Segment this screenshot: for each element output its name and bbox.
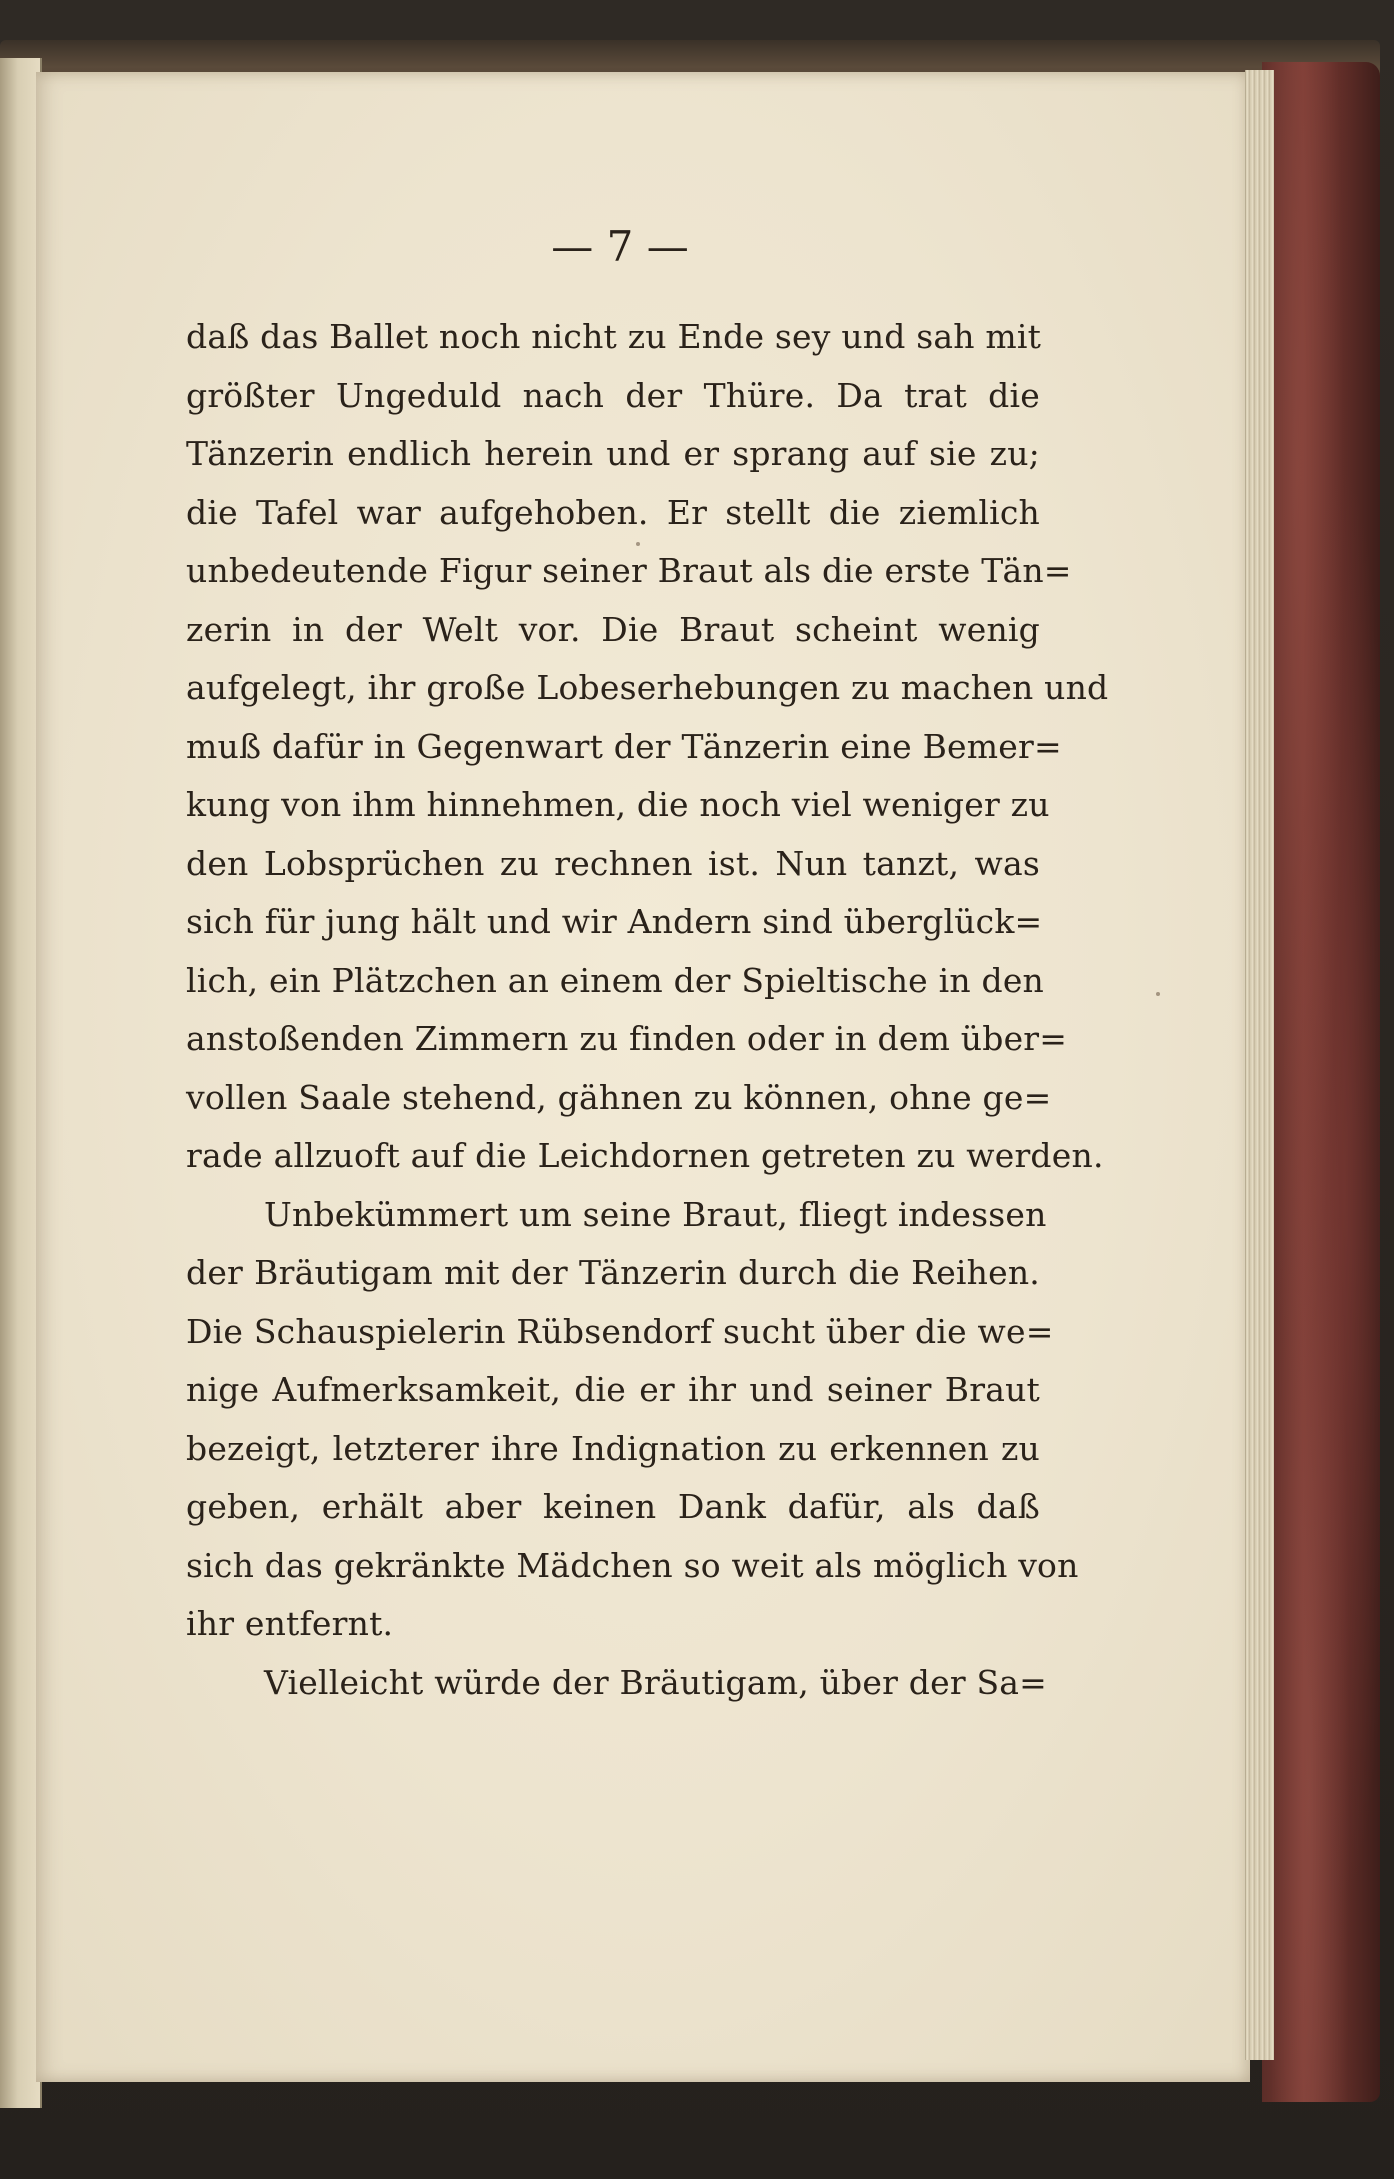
text-line: der Bräutigam mit der Tänzerin durch die Reihen.	[186, 1253, 1040, 1292]
text-line: sich für jung hält und wir Andern sind überglück=	[186, 902, 1043, 941]
text-line: größter Ungeduld nach der Thüre. Da trat die	[186, 375, 1040, 415]
text-line: Unbekümmert um seine Braut, fliegt indessen	[264, 1194, 1047, 1234]
page-stack-edge	[1245, 70, 1274, 2060]
text-line: lich, ein Plätzchen an einem der Spieltische in den	[186, 960, 1045, 1000]
text-line: Vielleicht würde der Bräutigam, über der Sa=	[264, 1662, 1048, 1702]
text-line: ihr entfernt.	[186, 1604, 394, 1643]
text-line: bezeigt, letzterer ihre Indignation zu erkennen zu	[186, 1428, 1040, 1468]
text-line: sich das gekränkte Mädchen so weit als möglich von	[186, 1545, 1079, 1585]
text-line: den Lobsprüchen zu rechnen ist. Nun tanzt, was	[186, 843, 1040, 883]
text-line: rade allzuoft auf die Leichdornen getreten zu werden.	[186, 1136, 1104, 1175]
text-line: nige Aufmerksamkeit, die er ihr und seiner Braut	[186, 1370, 1040, 1409]
text-line: daß das Ballet noch nicht zu Ende sey und sah mit	[186, 317, 1042, 356]
text-line: geben, erhält aber keinen Dank dafür, als daß	[186, 1487, 1040, 1526]
text-line: die Tafel war aufgehoben. Er stellt die ziemlich	[186, 492, 1040, 532]
paper-speck	[1156, 992, 1160, 996]
text-line: unbedeutende Figur seiner Braut als die erste Tän=	[186, 551, 1072, 590]
text-line: anstoßenden Zimmern zu finden oder in dem über=	[186, 1019, 1068, 1058]
text-line: Die Schauspielerin Rübsendorf sucht über die we=	[186, 1311, 1054, 1351]
page-number: — 7 —	[551, 222, 689, 271]
body-text	[186, 308, 1109, 1712]
book-cover-leather	[1262, 62, 1380, 2102]
text-line: kung von ihm hinnehmen, die noch viel weniger zu	[186, 785, 1050, 824]
text-line: vollen Saale stehend, gähnen zu können, ohne ge=	[186, 1077, 1052, 1117]
text-line: Tänzerin endlich herein und er sprang auf sie zu;	[186, 434, 1040, 473]
text-line: muß dafür in Gegenwart der Tänzerin eine Bemer=	[186, 726, 1062, 766]
text-line: aufgelegt, ihr große Lobeserhebungen zu machen und	[186, 668, 1109, 707]
text-line: zerin in der Welt vor. Die Braut scheint wenig	[186, 609, 1040, 649]
